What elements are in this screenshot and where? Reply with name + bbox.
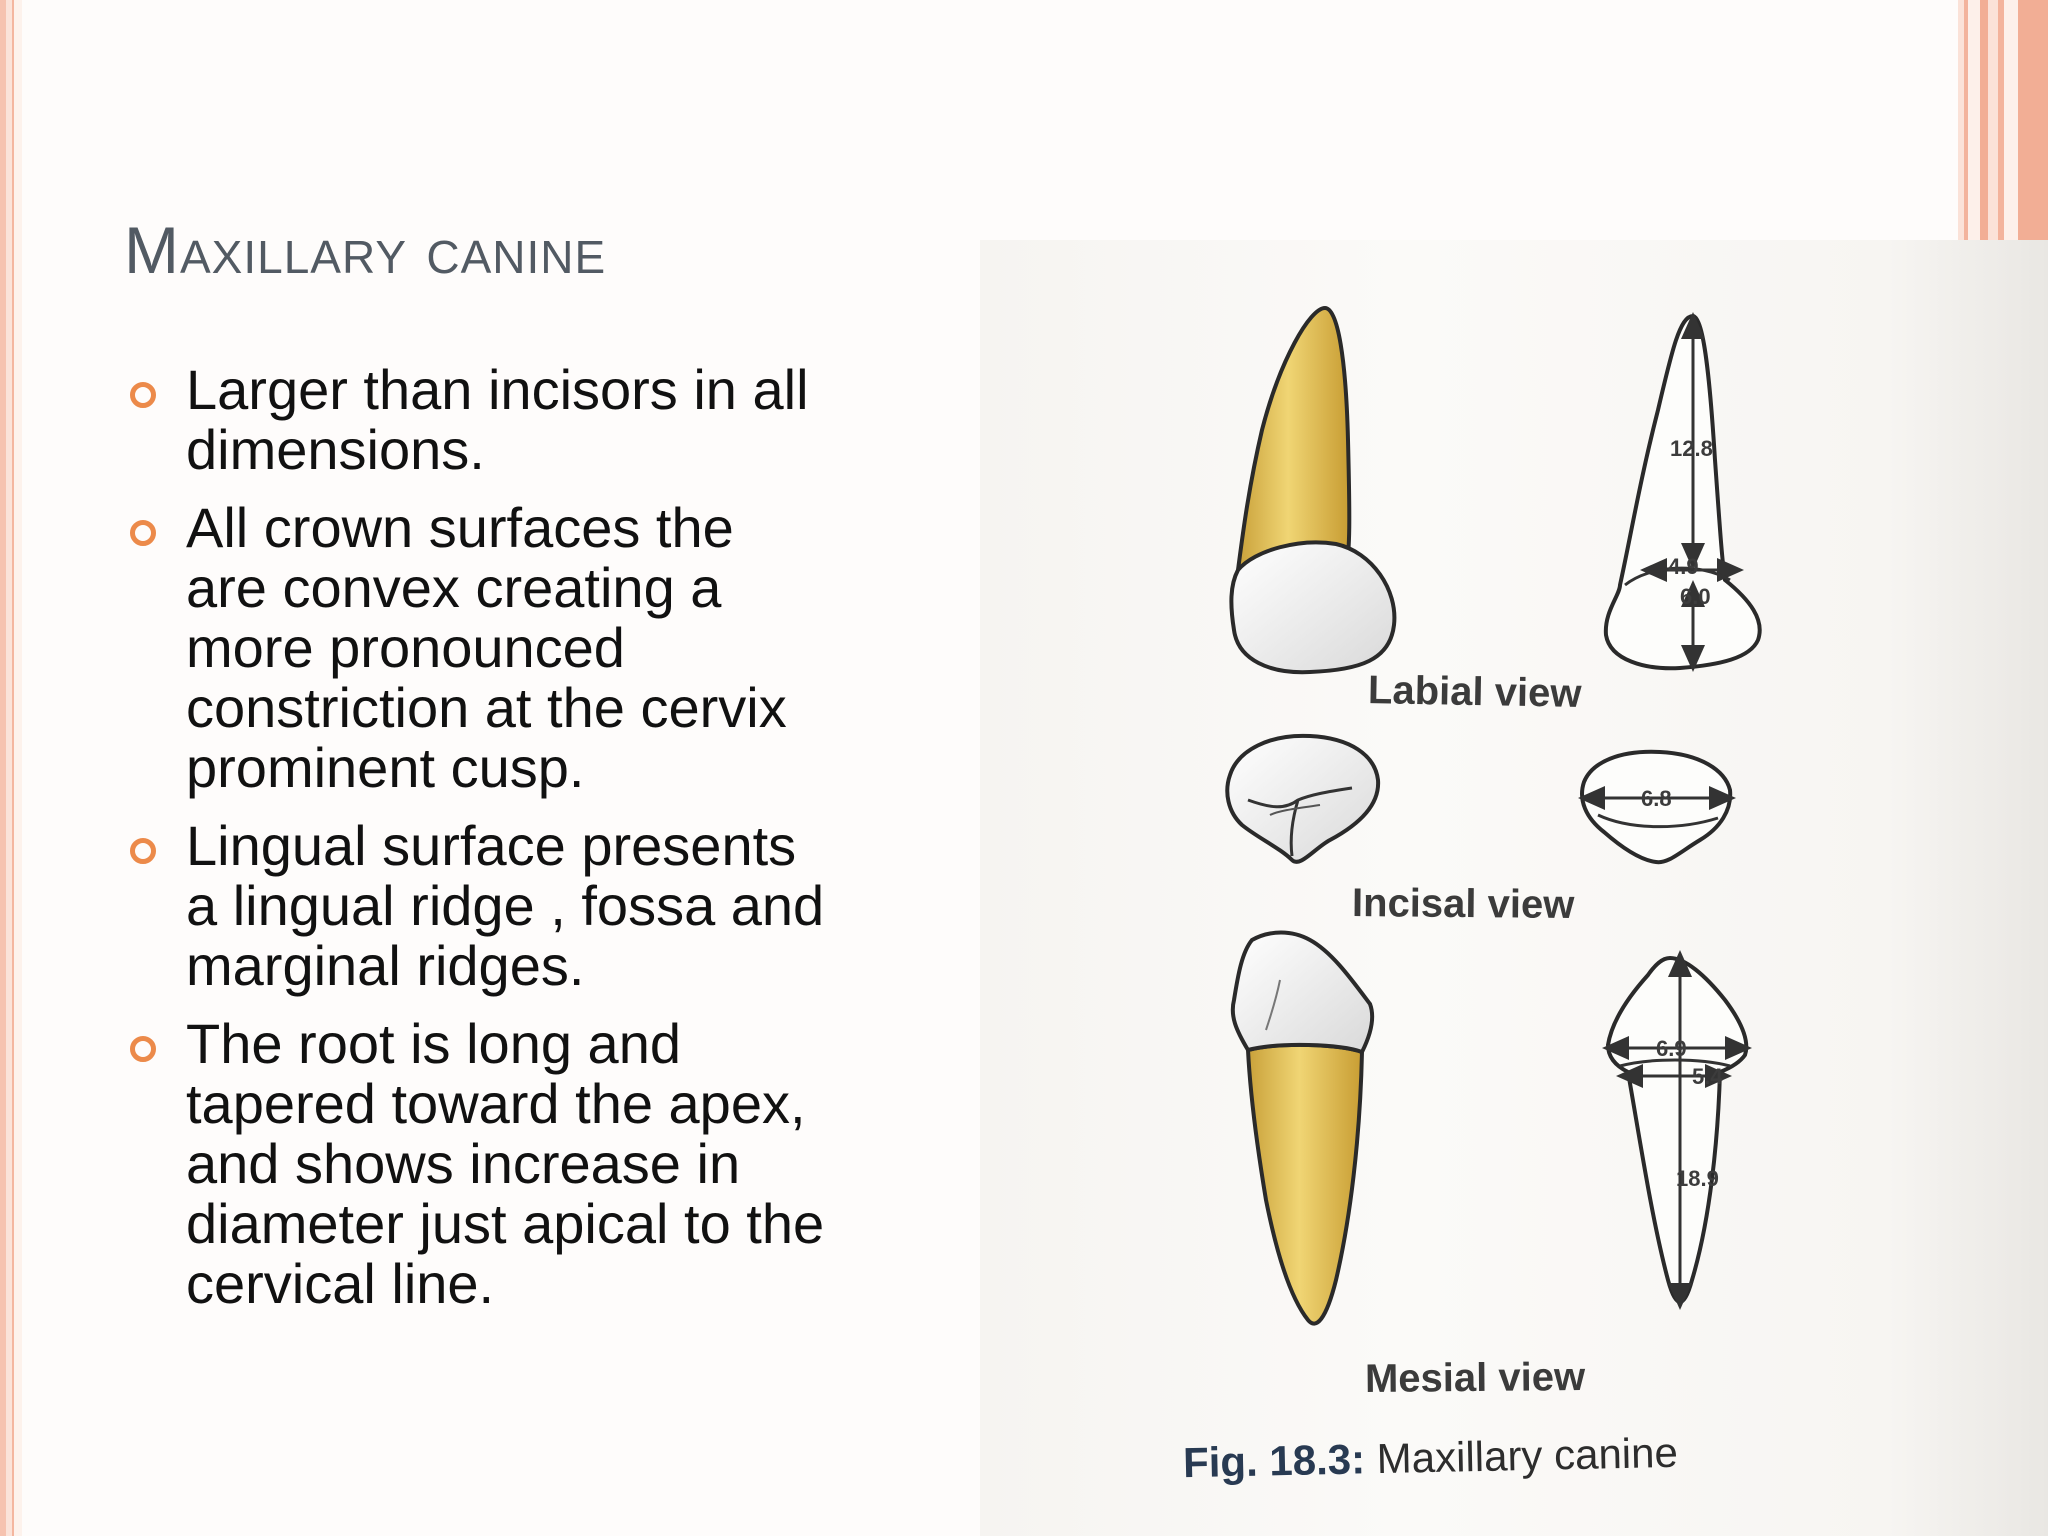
bullet-item bbox=[124, 816, 924, 996]
measurement-labial-small: 4.9 bbox=[1668, 554, 1699, 579]
figure-caption-prefix: Fig. 18.3: bbox=[1182, 1435, 1366, 1487]
measurement-labial-width: 6.0 bbox=[1680, 584, 1711, 609]
bullet-text: The root is long and tapered toward the apex, and shows increase in diameter just apical to the cervical line. bbox=[186, 1012, 825, 1315]
bullet-text: Larger than incisors in all dimensions. bbox=[186, 358, 809, 481]
bullet-item bbox=[124, 498, 924, 798]
bullet-text: All crown surfaces the are convex creating a more pronounced constriction at the cervix prominent cusp. bbox=[186, 496, 787, 799]
mesial-colored-tooth bbox=[1233, 933, 1372, 1324]
bullet-list bbox=[124, 360, 924, 1332]
measurement-labial-length: 12.8 bbox=[1670, 436, 1713, 461]
labial-outline-tooth bbox=[1606, 316, 1760, 668]
figure-caption-text: Maxillary canine bbox=[1364, 1428, 1679, 1483]
measurement-incisal-width: 6.8 bbox=[1641, 786, 1672, 811]
measurement-mesial-small: 5.4 bbox=[1692, 1064, 1723, 1089]
labial-colored-tooth bbox=[1231, 308, 1394, 672]
bullet-circle-icon bbox=[130, 1036, 156, 1062]
mesial-outline-tooth bbox=[1608, 958, 1746, 1302]
slide-title: Maxillary canine bbox=[124, 213, 607, 287]
bullet-circle-icon bbox=[130, 838, 156, 864]
measurement-mesial-length: 18.9 bbox=[1676, 1166, 1719, 1191]
right-stripes-decoration bbox=[1958, 0, 2048, 240]
incisal-right-tooth bbox=[1582, 752, 1730, 862]
bullet-text: Lingual surface presents a lingual ridge , fossa and marginal ridges. bbox=[186, 814, 825, 997]
measurement-mesial-width: 6.9 bbox=[1656, 1036, 1687, 1061]
mesial-view-label: Mesial view bbox=[1364, 1355, 1586, 1401]
tooth-figure bbox=[980, 240, 2048, 1536]
bullet-circle-icon bbox=[130, 382, 156, 408]
incisal-view-label: Incisal view bbox=[1351, 881, 1575, 927]
labial-view-label: Labial view bbox=[1367, 668, 1582, 716]
bullet-item bbox=[124, 1014, 924, 1314]
incisal-left-tooth bbox=[1227, 736, 1378, 862]
bullet-circle-icon bbox=[130, 520, 156, 546]
left-border-decoration bbox=[0, 0, 22, 1536]
bullet-item bbox=[124, 360, 924, 480]
